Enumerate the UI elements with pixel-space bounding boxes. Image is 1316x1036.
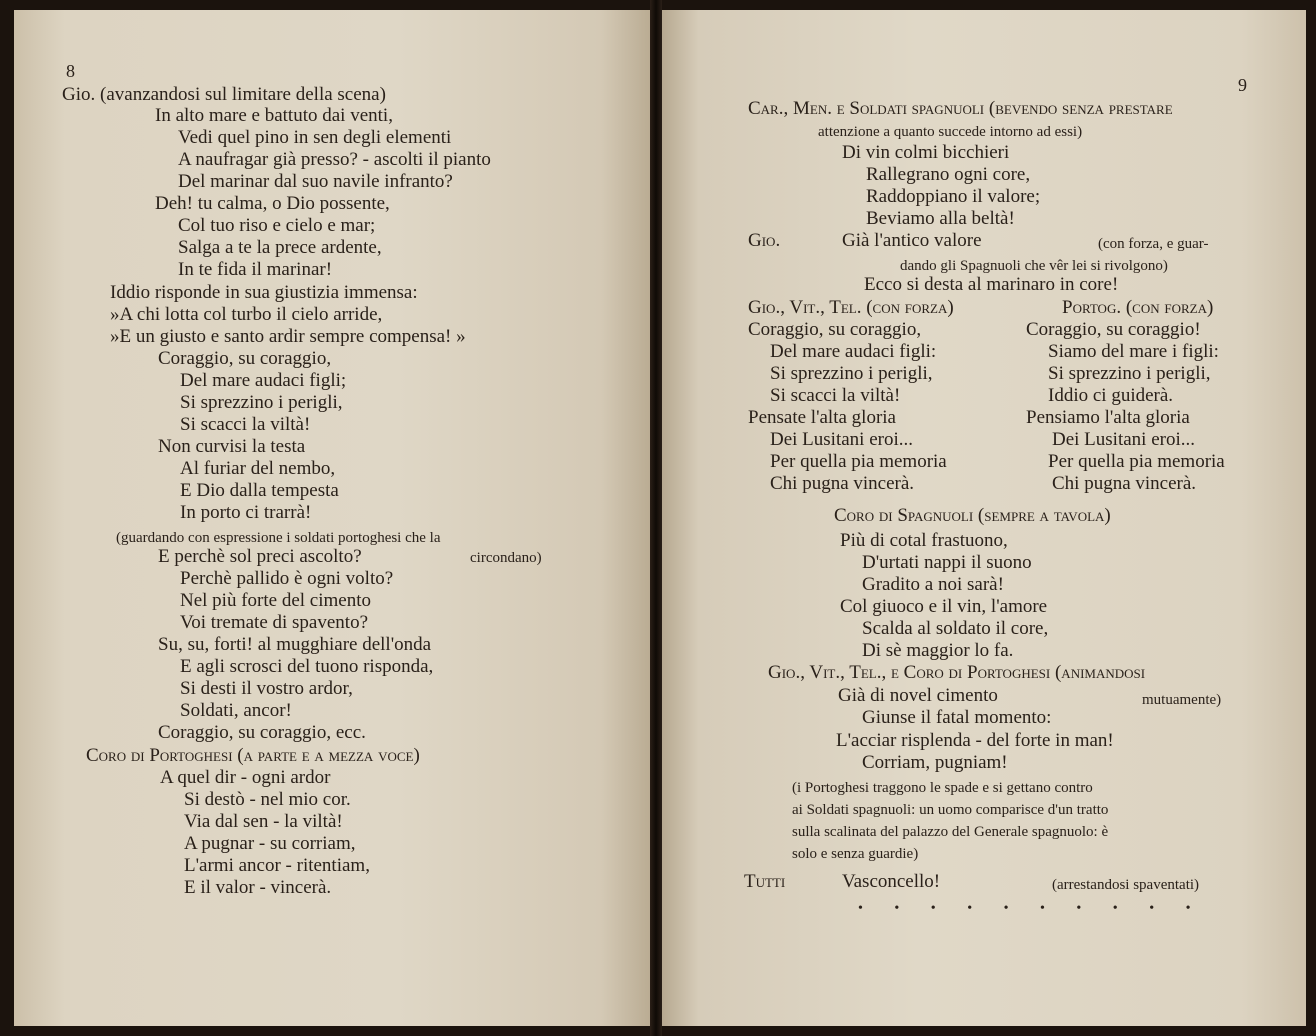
verse-line: Non curvisi la testa <box>158 436 306 457</box>
page-number-right: 9 <box>1238 75 1247 95</box>
stage-direction: (con forza, e guar- <box>1098 236 1209 252</box>
column-1-line: Chi pugna vincerà. <box>770 473 915 494</box>
verse-line: In porto ci trarrà! <box>180 502 312 523</box>
column-2-line: Si sprezzino i perigli, <box>1048 363 1211 384</box>
page-number-left: 8 <box>66 61 75 81</box>
ellipsis-dots: • • • • • • • • • • <box>858 901 1205 916</box>
column-2-line: Siamo del mare i figli: <box>1048 341 1219 362</box>
verse-line: Già di novel cimento <box>838 685 998 706</box>
verse-line: Gradito a noi sarà! <box>862 574 1004 595</box>
verse-line: Di sè maggior lo fa. <box>862 640 1014 661</box>
verse-line: Coraggio, su coraggio, <box>158 348 332 369</box>
verse-line: Scalda al soldato il core, <box>862 618 1049 639</box>
verse-line: »A chi lotta col turbo il cielo arride, <box>110 304 383 325</box>
column-2-line: Chi pugna vincerà. <box>1052 473 1197 494</box>
column-2-line: Per quella pia memoria <box>1048 451 1225 472</box>
verse-line: Si desti il vostro ardor, <box>180 678 353 699</box>
verse-line: Soldati, ancor! <box>180 700 292 721</box>
verse-line: Su, su, forti! al mugghiare dell'onda <box>158 634 432 655</box>
verse-line: Coraggio, su coraggio, ecc. <box>158 722 366 743</box>
column-2-heading: Portog. (con forza) <box>1062 297 1214 318</box>
speaker-name: Tutti <box>744 871 786 892</box>
column-1-heading: Gio., Vit., Tel. (con forza) <box>748 297 954 318</box>
verse-line: D'urtati nappi il suono <box>862 552 1032 573</box>
verse-line: Più di cotal frastuono, <box>840 530 1008 551</box>
stage-direction: circondano) <box>470 550 542 566</box>
verse-line: Si scacci la viltà! <box>180 414 311 435</box>
verse-line: Di vin colmi bicchieri <box>842 142 1010 163</box>
verse-line: In alto mare e battuto dai venti, <box>155 105 393 126</box>
verse-line: Via dal sen - la viltà! <box>184 811 343 832</box>
speaker-name: Gio. <box>748 230 781 251</box>
column-1-line: Si scacci la viltà! <box>770 385 901 406</box>
speaker-heading: Coro di Spagnuoli (sempre a tavola) <box>834 505 1111 526</box>
verse-line: E Dio dalla tempesta <box>180 480 339 501</box>
stage-direction: ai Soldati spagnuoli: un uomo comparisce d'un tratto <box>792 802 1109 818</box>
verse-line: Del mare audaci figli; <box>180 370 347 391</box>
stage-direction: sulla scalinata del palazzo del Generale spagnuolo: è <box>792 824 1109 840</box>
stage-direction: (i Portoghesi traggono le spade e si gettano contro <box>792 780 1093 796</box>
column-1-line: Per quella pia memoria <box>770 451 947 472</box>
verse-line: Col tuo riso e cielo e mar; <box>178 215 376 236</box>
verse-line: A quel dir - ogni ardor <box>160 767 331 788</box>
speaker-heading: Car., Men. e Soldati spagnuoli (bevendo senza prestare <box>748 98 1173 119</box>
column-1-line: Pensate l'alta gloria <box>748 407 896 428</box>
verse-line: Voi tremate di spavento? <box>180 612 369 633</box>
column-2-line: Iddio ci guiderà. <box>1048 385 1174 406</box>
verse-line: E perchè sol preci ascolto? <box>158 546 362 567</box>
verse-line: Iddio risponde in sua giustizia immensa: <box>110 282 418 303</box>
stage-direction: attenzione a quanto succede intorno ad essi) <box>818 124 1083 140</box>
verse-line: Perchè pallido è ogni volto? <box>180 568 394 589</box>
verse-line: Raddoppiano il valore; <box>866 186 1041 207</box>
stage-direction: mutuamente) <box>1142 692 1222 708</box>
column-2-line: Dei Lusitani eroi... <box>1052 429 1195 450</box>
verse-line: E il valor - vincerà. <box>184 877 332 898</box>
verse-line: Si destò - nel mio cor. <box>184 789 351 810</box>
verse-line: »E un giusto e santo ardir sempre compensa! » <box>110 326 466 347</box>
verse-line: E agli scrosci del tuono risponda, <box>180 656 434 677</box>
stage-direction: dando gli Spagnuoli che vêr lei si rivolgono) <box>900 258 1168 274</box>
book-gutter <box>650 0 662 1036</box>
verse-line: L'armi ancor - ritentiam, <box>184 855 370 876</box>
column-1-line: Si sprezzino i perigli, <box>770 363 933 384</box>
stage-direction: solo e senza guardie) <box>792 846 919 862</box>
verse-line: A naufragar già presso? - ascolti il pianto <box>178 149 491 170</box>
verse-line: Corriam, pugniam! <box>862 752 1008 773</box>
verse-line: Beviamo alla beltà! <box>866 208 1015 229</box>
verse-line: Salga a te la prece ardente, <box>178 237 382 258</box>
stage-direction: (guardando con espressione i soldati portoghesi che la <box>116 530 441 546</box>
column-2-line: Pensiamo l'alta gloria <box>1026 407 1190 428</box>
verse-line: Vedi quel pino in sen degli elementi <box>178 127 452 148</box>
verse-line: Già l'antico valore <box>842 230 982 251</box>
verse-line: Giunse il fatal momento: <box>862 707 1052 728</box>
verse-line: In te fida il marinar! <box>178 259 333 280</box>
verse-line: A pugnar - su corriam, <box>184 833 356 854</box>
verse-line: Rallegrano ogni core, <box>866 164 1031 185</box>
stage-direction: Gio. (avanzandosi sul limitare della scena) <box>62 84 386 105</box>
verse-line: Deh! tu calma, o Dio possente, <box>155 193 390 214</box>
verse-line: Nel più forte del cimento <box>180 590 371 611</box>
verse-line: Si sprezzino i perigli, <box>180 392 343 413</box>
verse-line: Ecco si desta al marinaro in core! <box>864 274 1119 295</box>
verse-line: Al furiar del nembo, <box>180 458 336 479</box>
speaker-heading: Gio., Vit., Tel., e Coro di Portoghesi (animandosi <box>768 662 1146 683</box>
column-2-line: Coraggio, su coraggio! <box>1026 319 1201 340</box>
speaker-heading: Coro di Portoghesi (a parte e a mezza voce) <box>86 745 420 766</box>
column-1-line: Dei Lusitani eroi... <box>770 429 913 450</box>
verse-line: Col giuoco e il vin, l'amore <box>840 596 1048 617</box>
column-1-line: Del mare audaci figli: <box>770 341 937 362</box>
stage-direction: (arrestandosi spaventati) <box>1052 877 1200 893</box>
column-1-line: Coraggio, su coraggio, <box>748 319 922 340</box>
verse-line: L'acciar risplenda - del forte in man! <box>836 730 1114 751</box>
verse-line: Del marinar dal suo navile infranto? <box>178 171 453 192</box>
verse-line: Vasconcello! <box>842 871 941 892</box>
